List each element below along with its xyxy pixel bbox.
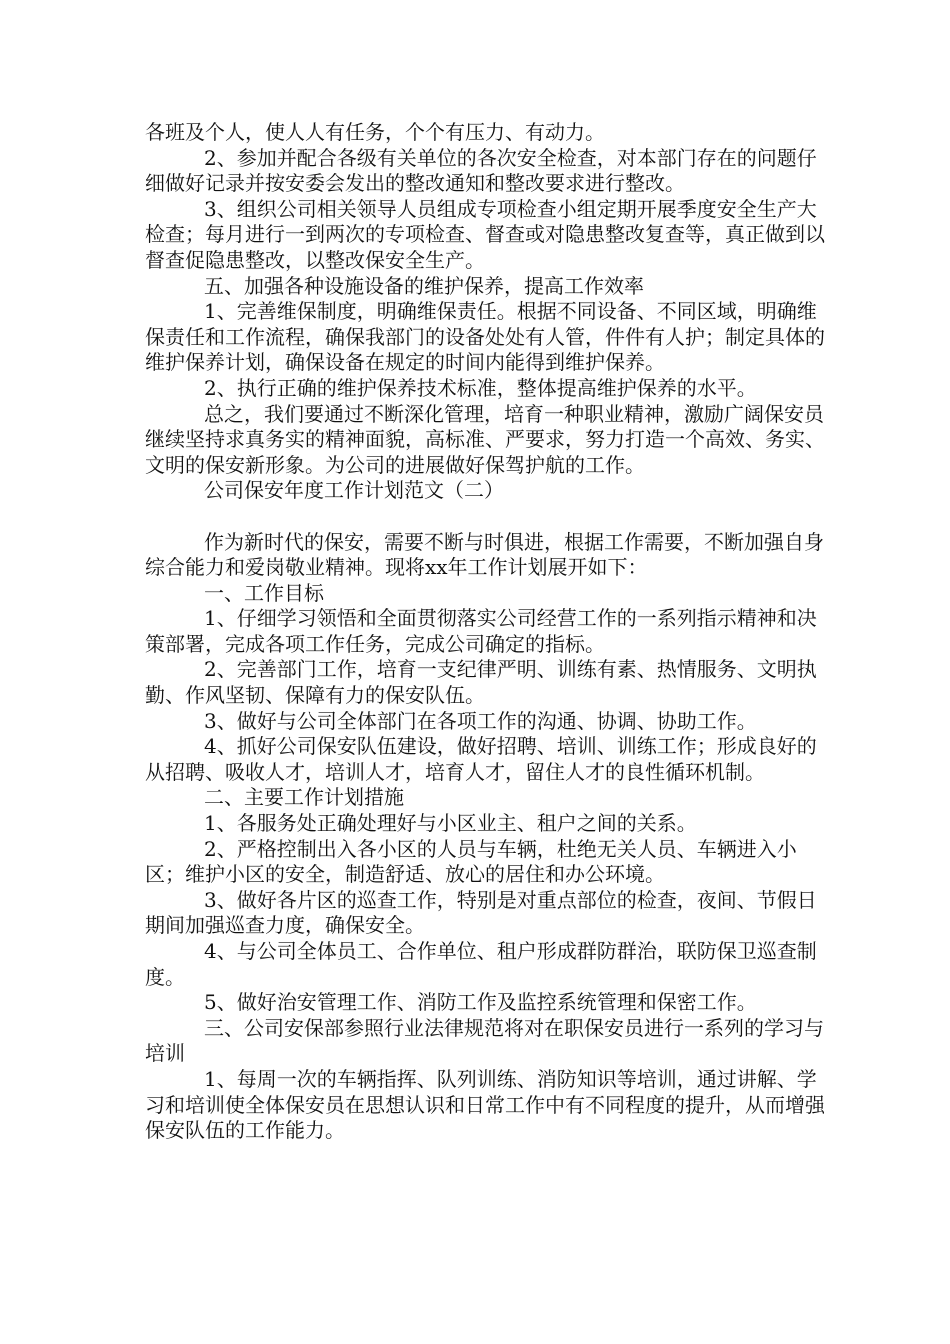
paragraph: 2、完善部门工作，培育一支纪律严明、训练有素、热情服务、文明执勤、作风坚韧、保障有力的保安队伍。 [145,657,817,708]
paragraph: 2、参加并配合各级有关单位的各次安全检查，对本部门存在的问题仔细做好记录并按安委会发出的整改通知和整改要求进行整改。 [145,145,817,196]
paragraph: 3、做好与公司全体部门在各项工作的沟通、协调、协助工作。 [204,708,757,733]
paragraph: 3、组织公司相关领导人员组成专项检查小组定期开展季度安全生产大检查；每月进行一到两次的专项检查、督查或对隐患整改复查等，真正做到以督查促隐患整改，以整改保安全生产。 [145,196,825,272]
section-heading: 二、主要工作计划措施 [204,785,404,810]
paragraph: 4、与公司全体员工、合作单位、租户形成群防群治，联防保卫巡查制度。 [145,939,817,989]
document-body [145,120,825,1144]
paragraph: 4、抓好公司保安队伍建设，做好招聘、培训、训练工作；形成良好的从招聘、吸收人才，培训人才，培育人才，留住人才的良性循环机制。 [145,734,817,784]
paragraph: 1、仔细学习领悟和全面贯彻落实公司经营工作的一系列指示精神和决策部署，完成各项工作任务，完成公司确定的指标。 [145,606,817,656]
paragraph: 各班及个人，使人人有任务，个个有压力、有动力。 [145,120,605,144]
section-heading: 三、公司安保部参照行业法律规范将对在职保安员进行一系列的学习与培训 [145,1015,824,1066]
paragraph: 1、完善维保制度，明确维保责任。根据不同设备、不同区域，明确维保责任和工作流程，确保我部门的设备处处有人管，件件有人护；制定具体的维护保养计划，确保设备在规定的时间内能得到维护保养。 [145,299,825,375]
paragraph: 2、严格控制出入各小区的人员与车辆，杜绝无关人员、车辆进入小区；维护小区的安全，制造舒适、放心的居住和办公环境。 [145,836,797,887]
paragraph: 5、做好治安管理工作、消防工作及监控系统管理和保密工作。 [204,990,757,1015]
paragraph: 1、各服务处正确处理好与小区业主、租户之间的关系。 [204,811,697,836]
paragraph: 3、做好各片区的巡查工作，特别是对重点部位的检查，夜间、节假日期间加强巡查力度，确保安全。 [145,887,817,938]
section-heading: 一、工作目标 [204,580,324,605]
section-heading: 五、加强各种设施设备的维护保养，提高工作效率 [204,273,644,298]
paragraph: 总之，我们要通过不断深化管理，培育一种职业精神，激励广阔保安员继续坚持求真务实的精神面貌，高标准、严要求，努力打造一个高效、务实、文明的保安新形象。为公司的进展做好保驾护航的工作。 [145,401,825,477]
document-subtitle: 公司保安年度工作计划范文（二） [204,478,504,503]
paragraph: 作为新时代的保安，需要不断与时俱进，根据工作需要，不断加强自身综合能力和爱岗敬业精神。现将xx年工作计划展开如下： [145,529,824,580]
paragraph: 2、执行正确的维护保养技术标准，整体提高维护保养的水平。 [204,375,757,400]
paragraph: 1、每周一次的车辆指挥、队列训练、消防知识等培训，通过讲解、学习和培训使全体保安员在思想认识和日常工作中有不同程度的提升，从而增强保安队伍的工作能力。 [145,1066,825,1143]
